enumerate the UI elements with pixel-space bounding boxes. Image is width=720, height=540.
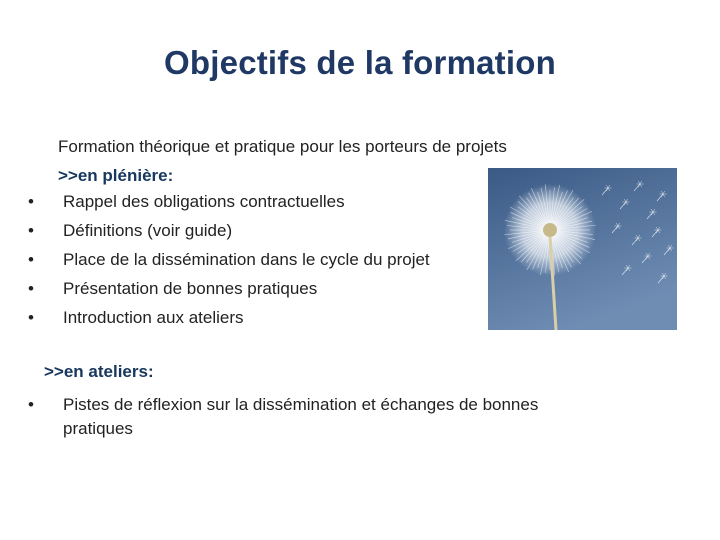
list-item xyxy=(28,393,588,441)
bullet-icon: • xyxy=(28,395,34,414)
pleniere-heading: >>en plénière: xyxy=(58,166,174,185)
ateliers-heading: >>en ateliers: xyxy=(44,362,154,381)
list-item xyxy=(28,245,430,274)
list-item-text: Place de la dissémination dans le cycle du projet xyxy=(63,250,430,269)
list-item xyxy=(28,187,430,216)
intro-block xyxy=(58,132,507,190)
bullet-icon: • xyxy=(28,192,34,211)
list-item xyxy=(28,274,430,303)
slide-title: Objectifs de la formation xyxy=(164,44,556,81)
intro-line: Formation théorique et pratique pour les porteurs de projets xyxy=(58,137,507,156)
pleniere-list xyxy=(28,187,430,332)
list-item-text: Introduction aux ateliers xyxy=(63,308,244,327)
list-item-text: Rappel des obligations contractuelles xyxy=(63,192,345,211)
list-item-text: Présentation de bonnes pratiques xyxy=(63,279,318,298)
ateliers-list xyxy=(28,393,588,441)
list-item xyxy=(28,303,430,332)
bullet-icon: • xyxy=(28,308,34,327)
dandelion-photo xyxy=(488,168,677,330)
bullet-icon: • xyxy=(28,221,34,240)
bullet-icon: • xyxy=(28,279,34,298)
list-item-text: Pistes de réflexion sur la dissémination et échanges de bonnes pratiques xyxy=(63,395,539,438)
list-item xyxy=(28,216,430,245)
bullet-icon: • xyxy=(28,250,34,269)
list-item-text: Définitions (voir guide) xyxy=(63,221,233,240)
